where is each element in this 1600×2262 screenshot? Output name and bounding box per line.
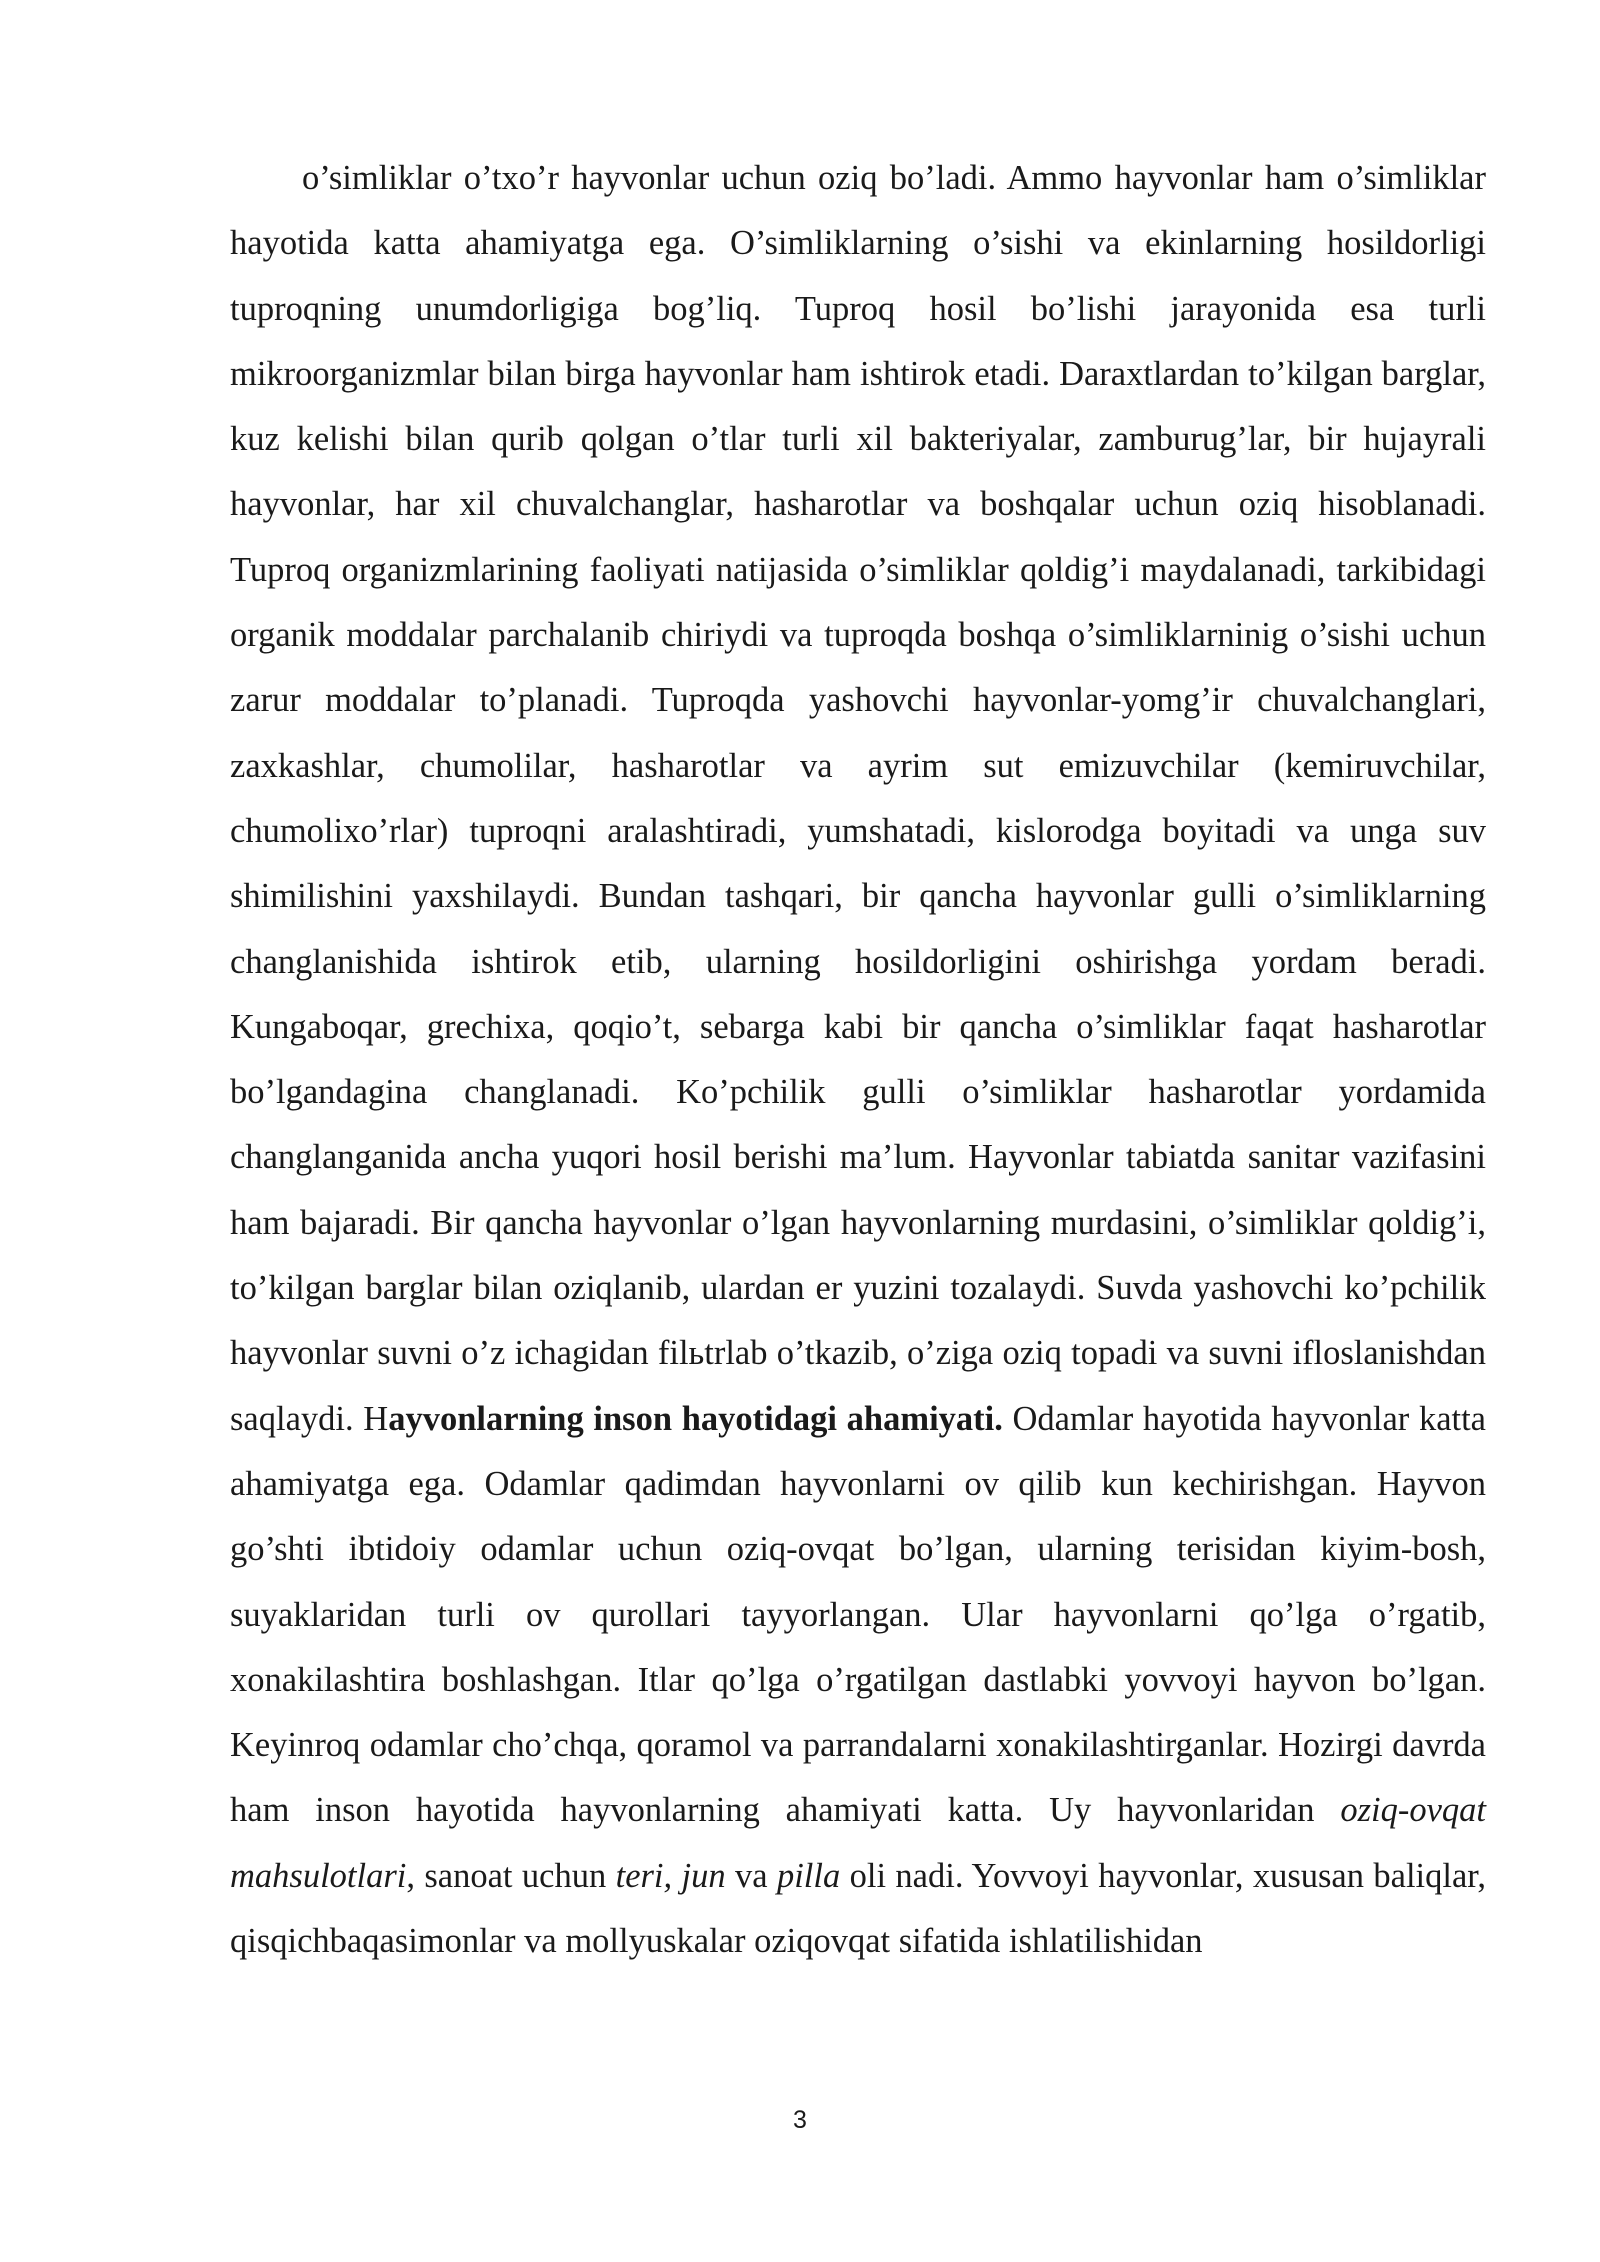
text-run: va [725,1856,777,1895]
italic-phrase: teri, jun [615,1856,726,1895]
text-run: o’simliklar o’txo’r hayvonlar uchun oziq bo’ladi. Ammo hayvonlar ham o’simliklar hayotida katta ahamiyatga ega. O’simliklarning o’sishi va ekinlarning hosildorligi tuproqning unumdorligiga bog’liq. Tuproq hosil bo’lishi jarayonida esa turli mikroorganizmlar bilan birga hayvonlar ham ishtirok etadi. Daraxtlardan to’kilgan barglar, kuz kelishi bilan qurib qolgan o’tlar turli xil bakteriyalar, zamburug’lar, bir hujayrali hayvonlar, har xil chuvalchanglar, hasharotlar va boshqalar uchun oziq hisoblanadi. Tuproq organizmlarining faoliyati natijasida o’simliklar qoldig’i maydalanadi, tarkibidagi organik moddalar parchalanib chiriydi va tuproqda boshqa o’simliklarninig o’sishi uchun zarur moddalar to’planadi. Tuproqda yashovchi hayvonlar-yomg’ir chuvalchanglari, zaxkashlar, chumolilar, hasharotlar va ayrim sut emizuvchilar (kemiruvchilar, chumolixo’rlar) tuproqni aralashtiradi, yumshatadi, kislorodga boyitadi va unga suv shimilishini yaxshilaydi. Bundan tashqari, bir qancha hayvonlar gulli o’simliklarning changlanishida ishtirok etib, ularning hosildorligini oshirishga yordam beradi. Kungaboqar, grechixa, qoqio’t, sebarga kabi bir qancha o’simliklar faqat hasharotlar bo’lgandagina changlanadi. Ko’pchilik gulli o’simliklar hasharotlar yordamida changlanganida ancha yuqori hosil berishi ma’lum. Hayvonlar tabiatda sanitar vazifasini ham bajaradi. Bir qancha hayvonlar o’lgan hayvonlarning murdasini, o’simliklar qoldig’i, to’kilgan barglar bilan oziqlanib, ulardan er yuzini tozalaydi. Suvda yashovchi ko’pchilik hayvonlar suvni o’z ichagidan filьtrlab o’tkazib, o’ziga oziq topadi va suvni ifloslanishdan saqlaydi. H [230,159,1486,1438]
body-paragraph [230,146,1486,1974]
italic-phrase: pilla [776,1856,841,1895]
text-run: , sanoat uchun [406,1856,616,1895]
text-run: Odamlar hayotida hayvonlar katta ahamiyatga ega. Odamlar qadimdan hayvonlarni ov qilib kun kechirishgan. Hayvon go’shti ibtidoiy odamlar uchun oziq-ovqat bo’lgan, ularning terisidan kiyim-bosh, suyaklaridan turli ov qurollari tayyorlangan. Ular hayvonlarni qo’lga o’rgatib, xonakilashtira boshlashgan. Itlar qo’lga o’rgatilgan dastlabki yovvoyi hayvon bo’lgan. Keyinroq odamlar cho’chqa, qoramol va parrandalarni xonakilashtirganlar. Hozirgi davrda ham inson hayotida hayvonlarning ahamiyati katta. Uy hayvonlaridan [230,1399,1486,1830]
bold-heading: ayvonlarning inson hayotidagi ahamiyati. [388,1399,1003,1438]
text-run: oli nadi. Yovvoyi hayvonlar, xususan baliqlar, qisqichbaqasimonlar va mollyuskalar oziqovqat sifatida ishlatilishidan [230,1856,1486,1961]
italic-phrase: oziq-ovqat mahsulotlari [230,1791,1486,1895]
page-number: 3 [793,2106,807,2134]
